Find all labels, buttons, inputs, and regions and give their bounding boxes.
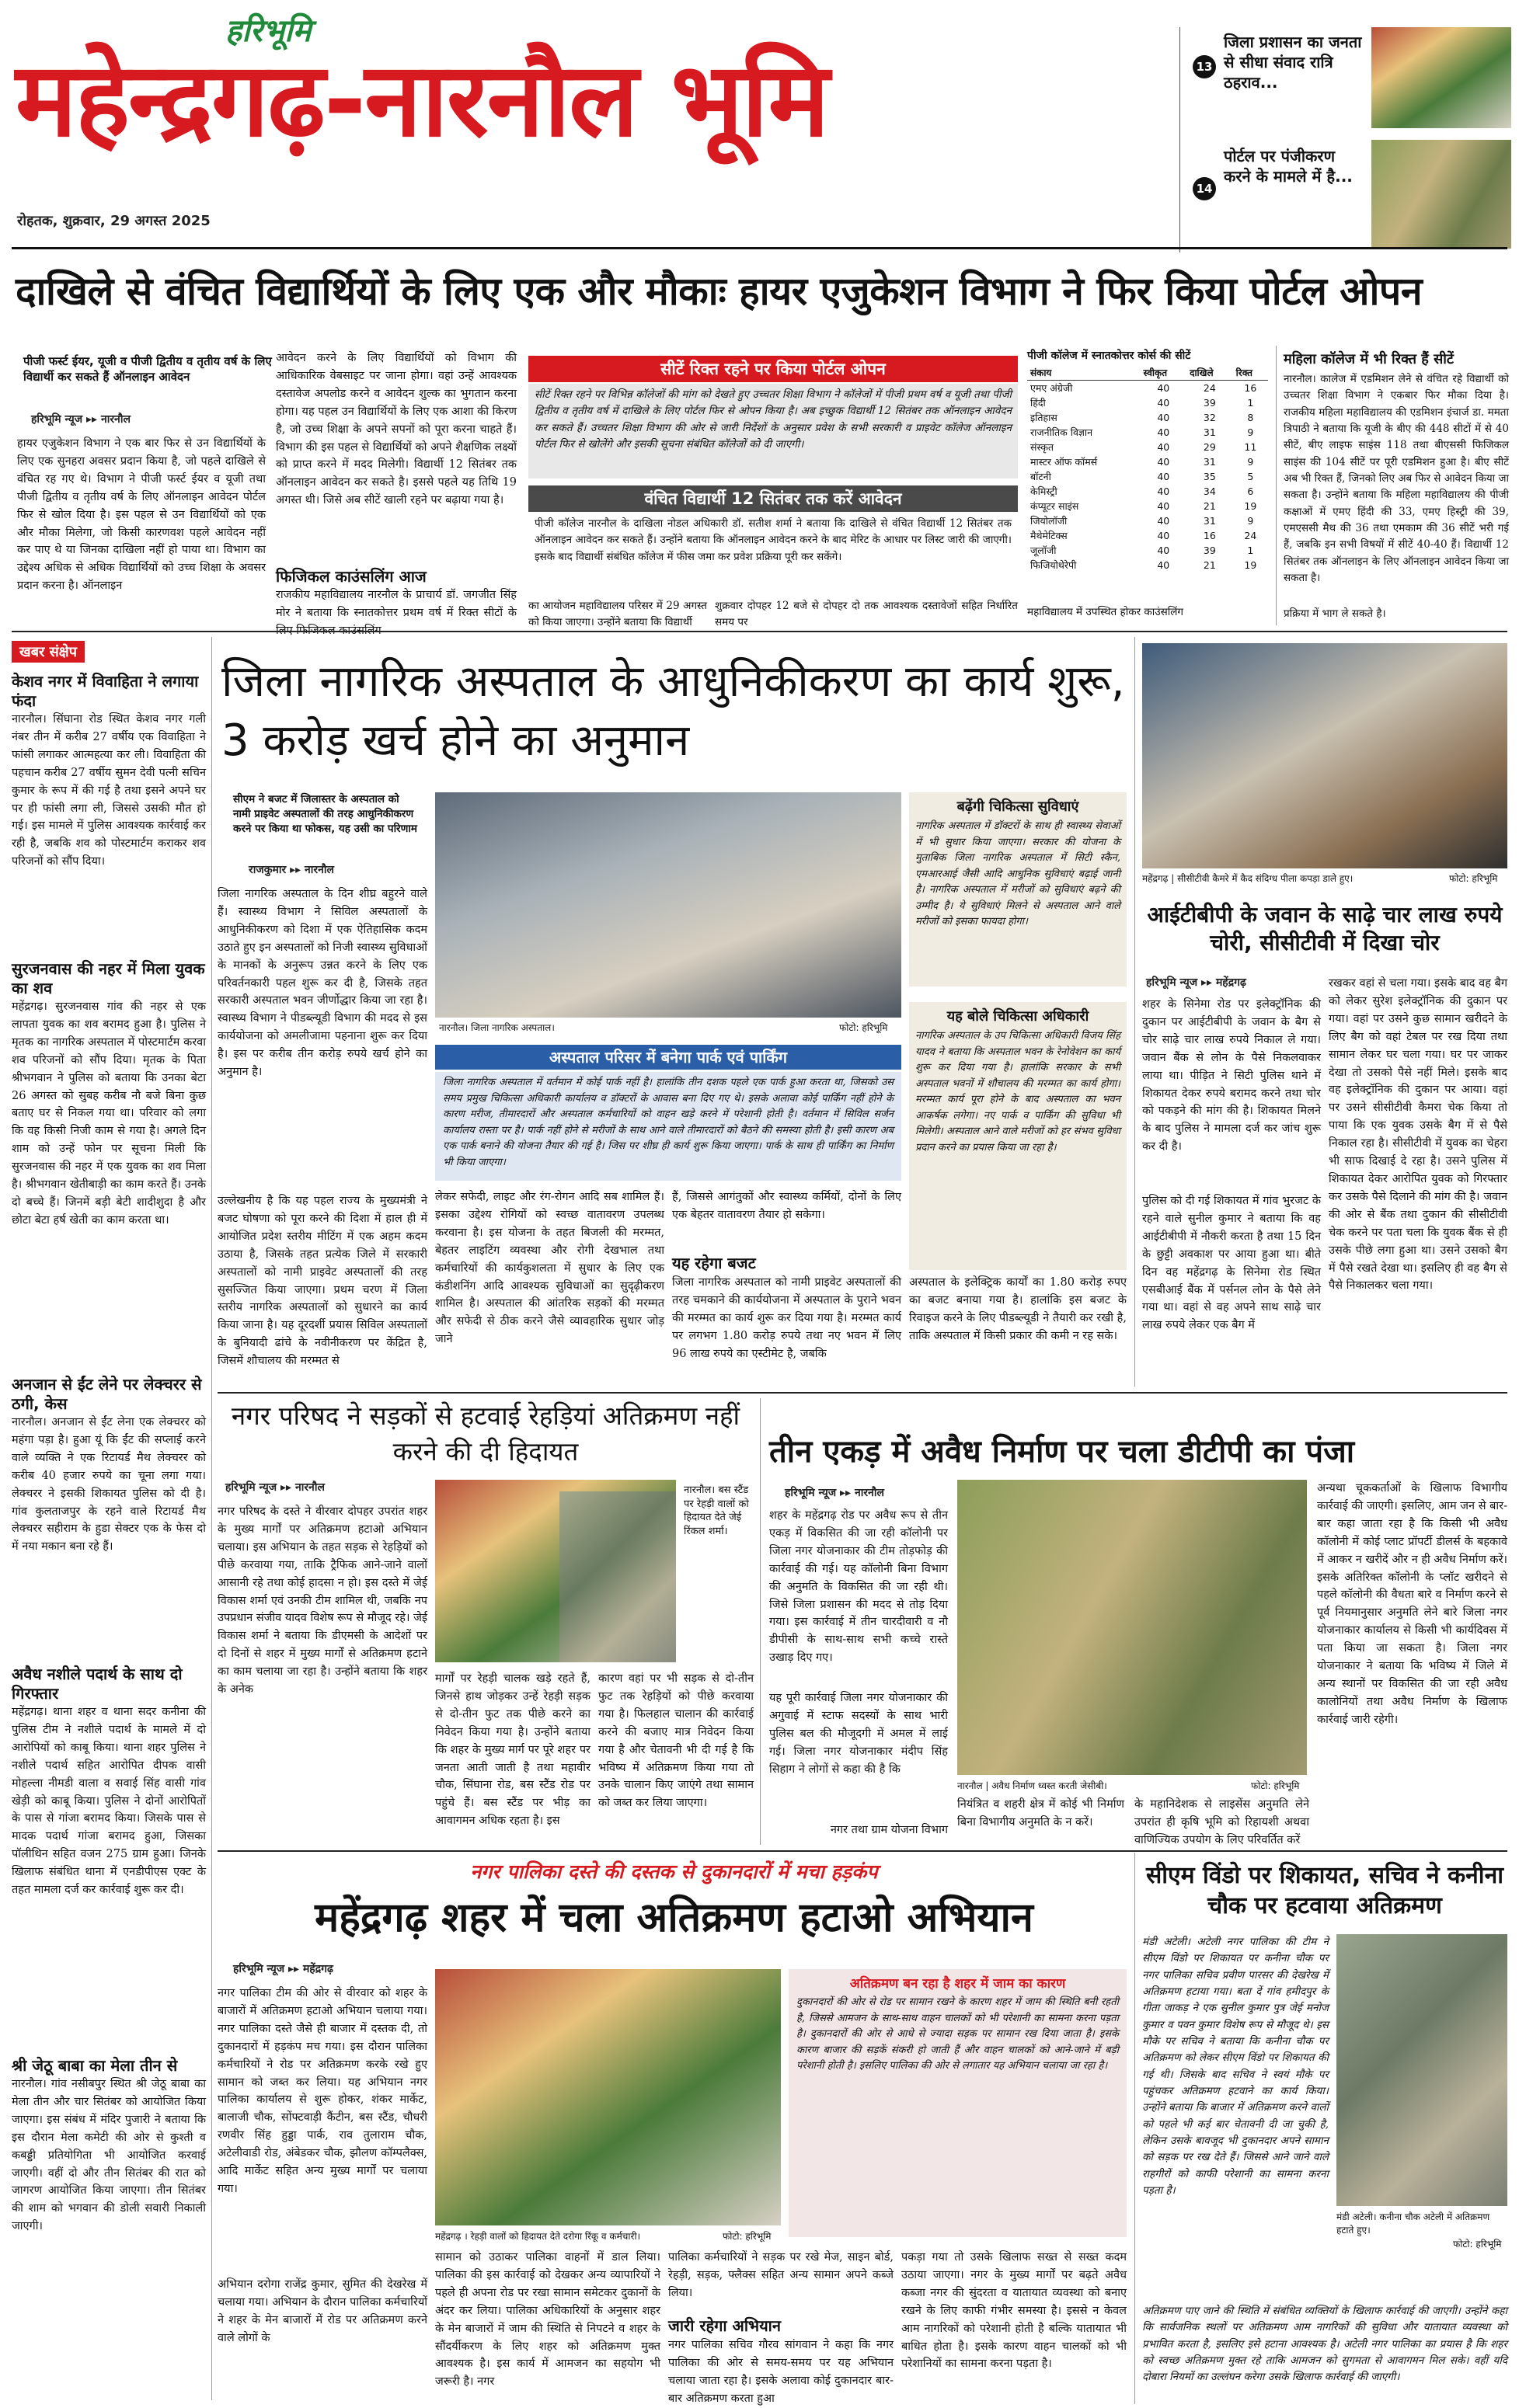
seats-faculty-cell: जूलॉजी — [1030, 544, 1057, 556]
campaign-text: नगर पालिका सचिव गौरव सांगवान ने कहा कि नगर पालिका की ओर से समय-समय पर यह अभियान चलाया जाता रहा है। इसके अलावा कोई दुकानदार बार-बार अतिक्रमण करता हुआ — [668, 2339, 894, 2405]
encroach-byline: हरिभूमि न्यूज ▸▸ महेंद्रगढ़ — [233, 1963, 333, 1975]
seats-table-row — [1027, 558, 1268, 572]
teaser-2[interactable] — [1193, 140, 1511, 256]
itbp-headline: आईटीबीपी के जवान के साढ़े चार लाख रुपये चोरी, सीसीटीवी में दिखा चोर — [1147, 902, 1503, 956]
kanina-text: मंडी अटेली। अटेली नगर पालिका की टीम ने सीएम विंडो पर शिकायत पर कनीना चौक पर नगर पालिका सचिव प्रवीण पारसर की देखरेख में अतिक्रमण हटाया गया। बता दें गांव हमीदपुर के गीता जाकड़ ने एक सुनील कुमार पुत्र जेई मनोज कुमार व पवन कुमार विशेष रूप से मौजूद थे। इस मौके पर सचिव ने बताया कि कनीना चौक पर अतिक्रमण को लेकर सीएम विंडो पर शिकायत की गई थी। जिसके बाद सचिव ने स्वयं मौके पर पहुंचकर अतिक्रमण हटवाने का कार्य किया। उन्होंने बताया कि बाजार में अतिक्रमण करने वालों को पहले भी कई बार चेतावनी दी जा चुकी है, लेकिन उसके बावजूद भी दुकानदार अपने सामान को सड़क पर रख देते हैं। जिससे आने जाने वाले राहगीरों को काफी परेशानी का सामना करना पड़ता है। — [1142, 1936, 1329, 2197]
seats-sanctioned-cell: 40 — [1157, 499, 1170, 512]
lead-divider — [1276, 346, 1277, 625]
brief-text: नारनौल। गांव नसीबपुर स्थित श्री जेठू बाबा का मेला तीन और चार सितंबर को आयोजित किया जाएगा। इस संबंध में मंदिर पुजारी ने बताया कि इस दौरान मेला कमेटी की ओर से कुश्ती व कबड्डी प्रतियोगिता भी आयोजित करवाई जाएगी। वहीं दो और तीन सितंबर की रात को जागरण आयोजित किया जाएगा। तीन सितंबर की शाम को भगवान की डोली सवारी निकाली जाएगी। — [12, 2078, 206, 2233]
brief-text: नारनौल। अनजान से ईंट लेना एक लेक्चरर को महंगा पड़ा है। हुआ यूं कि ईंट की सप्लाई करने वाले व्यक्ति ने एक रिटायर्ड मैथ लेक्चरर को करीब 40 हजार रुपये का चूना लगा गया। लेक्चरर ने इसकी शिकायत पुलिस को दी है। गांव कुलताजपुर के रहने वाले रिटायर्ड मैथ लेक्चरर सहीराम के हुडा सेक्टर एक के फेस दो में नया मकान बना रहे हैं। — [12, 1416, 206, 1554]
rehri-col1: नगर परिषद के दस्ते ने वीरवार दोपहर उपरांत शहर के मुख्य मार्गों पर अतिक्रमण हटाओ अभियान चलाया। इस अभियान के तहत सड़क से रेहड़ियों को पीछे करवाया गया, ताकि ट्रैफिक आने-जाने वालों आसानी रहे तथा कोई हादसा न हो। इस दस्ते में जेई विकास शर्मा एवं उनकी टीम शामिल थी, जबकि नप उपप्रधान संजीव यादव विशेष रूप से मौजूद रहे। जेई विकास शर्मा ने बताया कि डीएमसी के आदेशों पर दो दिनों से शहर में मुख्य मार्गों से अतिक्रमण हटाने का काम चलाया जा रहा है। उन्होंने बताया कि शहर के अनेक — [218, 1505, 427, 1696]
budget-text: जिला नागरिक अस्पताल को नामी प्राइवेट अस्पतालों की तरह चमकाने की कार्ययोजना में अस्पताल के पुराने भवन की मरम्मत का कार्य शुरू कर दिया गया है। मरम्मत कार्य पर लगभग 1.80 करोड़ रुपये तथा नए भवन में लिए 96 लाख रुपये का एस्टीमेट है, जबकि — [672, 1276, 901, 1360]
masthead-divider — [1179, 27, 1180, 252]
lead-bottom-c: महाविद्यालय में उपस्थित होकर काउंसलिंग — [1027, 606, 1184, 618]
dtp-right: अन्यथा चूककर्ताओं के खिलाफ विभागीय कार्रवाई की जाएगी। इसलिए, आम जन से बार-बार कहा जाता रहा है कि किसी भी अवैध कॉलोनी में कोई प्लाट प्रॉपर्टी डीलर्स के बहकावे में आकर न खरीदें और न ही अवैध निर्माण करें। इसके अतिरिक्त कॉलोनी के प्लॉट खरीदने से पहले कॉलोनी की वैधता बारे व निर्माण करने से पूर्व नियमानुसार अनुमति लेने बारे जिला नगर योजनाकार कार्यालय से किसी भी कार्यदिवस में पता किया जा सकता है। जिला नगर योजनाकार ने बताया कि भविष्य में जिले में अन्य स्थानों पर विकसित की जा रही अवैध कालोनियों तथा अवैध निर्माण के खिलाफ कार्रवाई जारी रहेगी। — [1317, 1482, 1507, 1726]
seats-portal-bar: सीटें रिक्त रहने पर किया पोर्टल ओपन — [528, 356, 1018, 382]
lead-col1: हायर एजुकेशन विभाग ने एक बार फिर से उन विद्यार्थियों के लिए एक सुनहरा अवसर प्रदान किया है, जो पहले दाखिले से वंचित रह गए थे। विभाग ने पीजी फर्स्ट ईयर व यूजी तथा पीजी द्वितीय व तृतीय वर्ष के लिए ऑनलाइन आवेदन पोर्टल फिर से खोल दिया है। इस पहल से उन विद्यार्थियों को एक और मौका मिलेगा, जो किसी कारणवश पहले आवेदन नहीं कर पाए थे या जिनका दाखिला नहीं हो पाया था। विभाग का उद्देश्य अधिक से अधिक विद्यार्थियों को उच्च शिक्षा के अवसर प्रदान करना है। ऑनलाइन — [17, 437, 266, 593]
seats-faculty-cell: जियोलॉजी — [1030, 514, 1068, 527]
jam-head: अतिक्रमण बन रहा है शहर में जाम का कारण — [849, 1976, 1066, 1992]
seats-table-row — [1027, 380, 1268, 395]
facilities-box — [909, 792, 1127, 987]
briefs-label: खबर संक्षेप — [12, 641, 85, 663]
seats-admitted-cell: 21 — [1203, 499, 1216, 512]
seats-admitted-cell: 32 — [1203, 411, 1216, 423]
dtp-photo — [957, 1480, 1307, 1775]
brief-text: महेंद्रगढ़। सुरजनवास गांव की नहर से एक लापता युवक का शव बरामद हुआ है। पुलिस ने मृतक का नागरिक अस्पताल में पोस्टमार्टम करवा शव परिजनों को सौंप दिया। मृतक के पिता श्रीभगवान ने पुलिस को बताया कि उनका बेटा 26 अगस्त को सुबह करीब नौ बजे बिना कुछ बताए घर से निकल गया था। परिवार को लगा कि वह किसी निजी काम से गया है। अगले दिन शाम को उन्हें फोन पर सूचना मिली कि सुरजनवास की नहर में एक युवक का शव मिला है। श्रीभगवान खेतीबाड़ी का काम करते हैं। उनके दो बच्चे हैं। जिनमें बड़ी बेटी शादीशुदा है और छोटा बेटा हर्ष खेती का काम करता था। — [12, 1000, 206, 1227]
teaser-text: पोर्टल पर पंजीकरण करने के मामले में है... — [1224, 147, 1353, 186]
itbp-col2: रखकर वहां से चला गया। इसके बाद वह बैग को लेकर सुरेश इलेक्ट्रॉनिक की दुकान पर गया। वहां पर उसने कुछ सामान खरीदने के लिए बैग को वहां टेबल पर रख दिया तथा सामान लेकर घर चला गया। घर पर जाकर देखा तो उसको पैसे नहीं मिले। इसके बाद वह इलेक्ट्रॉनिक की दुकान पर आया। वहां पर उसने सीसीटीवी कैमरा चेक किया तो पाया कि एक युवक उसके बैग में से पैसे निकाल रहा है। सीसीटीवी में युवक का चेहरा भी साफ दिखाई दे रहा है। उसने पुलिस में शिकायत देकर आरोपित युवक को गिरफ्तार कर उसके पैसे दिलाने की मांग की है। जवान की ओर से बैंक तथा दुकान की सीसीटीवी चेक करने पर पता चला कि युवक बैंक से ही उसके पीछे लगा हुआ था। उसने उसको बैग में पैसे रखते देखा था। इसलिए ही वह बैग से पैसे निकालकर चला गया। — [1329, 977, 1507, 1293]
officer-box — [909, 1002, 1127, 1270]
jam-text: दुकानदारों की ओर से रोड पर सामान रखने के कारण शहर में जाम की स्थिति बनी रहती है, जिससे आमजन के साथ-साथ वाहन चालकों को भी परेशानी का सामना करना पड़ता है। दुकानदारों की ओर से आधे से ज्यादा सड़क पर सामान रख दिया जाता है। इसके कारण बाजार की सड़कें संकरी हो जाती हैं और वाहन चालकों को आने-जाने में बड़ी परेशानी होती है। इसलिए पालिका की ओर से लगातार यह अभियान चलाया जा रहा है। — [796, 1996, 1119, 2072]
encroach-right: पकड़ा गया तो उसके खिलाफ सख्त से सख्त कदम उठाया जाएगा। नगर के मुख्य मार्गों पर बढ़ते अवैध कब्जा नगर की सुंदरता व यातायात व्यवस्था को बनाए रखने के लिए काफी गंभीर समस्या है। इससे न केवल आम नागरिकों को परेशानी होती है बल्कि यातायात भी बाधित होता है। इसके कारण वाहन चालकों को भी परेशानियों का सामना करना पड़ता है। — [901, 2251, 1127, 2371]
women-college-text: नारनौल। कालेज में एडमिशन लेने से वंचित रहे विद्यार्थी को उच्चतर शिक्षा विभाग ने एकबार फिर मौका दिया है। राजकीय महिला महाविद्यालय की एडमिशन इंचार्ज डा. ममता त्रिपाठी ने बताया कि यूजी के बीए की 448 सीटों में से 40 सीटें, बीए लाइफ साइंस 118 तथा बीएससी फिजिकल साइंस की 104 सीटें पर पूरी एडमिशन हुआ है। बीए सीटें अब भी रिक्त हैं, जिनको लिए अब फिर से आवेदन किया जा सकता है। उन्होंने बताया कि महिला महाविद्यालय की पीजी कक्षाओं में एमए हिंदी की 33, एमए हिस्ट्री की 39, एमएससी मैथ की 36 तथा एमकाम की 36 सीटें भरी गई हैं, जबकि इन सभी विषयों में सीटें 40-40 हैं। विद्यार्थी 12 सितंबर तक ऑनलाइन के लिए ऑनलाइन आवेदन किया जा सकता है। — [1284, 373, 1509, 584]
seats-vacant-cell: 11 — [1244, 440, 1257, 453]
seats-table-row — [1027, 513, 1268, 528]
seats-vacant-cell: 9 — [1247, 455, 1254, 468]
encroach-headline: महेंद्रगढ़ शहर में चला अतिक्रमण हटाओ अभियान — [315, 1895, 1033, 1941]
hospital-col1b: उल्लेखनीय है कि यह पहल राज्य के मुख्यमंत्री ने बजट घोषणा को पूरा करने की दिशा में हाल ही में आयोजित प्रदेश स्तरीय मीटिंग में एक अहम कदम उठाया है, जिसके तहत प्रत्येक जिले में सरकारी अस्पतालों को नामी प्राइवेट अस्पतालों की तरह सुसज्जित किया जाएगा। प्रथम चरण में जिला स्तरीय नागरिक अस्पतालों को सुधारने का कार्य किया जाना है। यह दूरदर्शी प्रयास सिविल अस्पतालों के बुनियादी ढांचे के नवीनीकरण पर केंद्रित है, जिसमें शौचालय की मरम्मत से — [218, 1195, 427, 1368]
facilities-head: बढ़ेंगी चिकित्सा सुविधाएं — [956, 799, 1079, 815]
brief-title: अनजान से ईंट लेने पर लेक्चरर से ठगी, केस — [12, 1375, 202, 1413]
itbp-photo — [1142, 643, 1507, 868]
summary-text: पीजी फर्स्ट ईयर, यूजी व पीजी द्वितीय व तृतीय वर्ष के लिए विद्यार्थी कर सकते हैं ऑनलाइन आवेदन — [23, 354, 272, 385]
seats-admitted-cell: 24 — [1203, 381, 1216, 394]
kanina-photo — [1336, 1934, 1507, 2206]
teaser-number-badge: 14 — [1193, 177, 1216, 200]
seats-faculty-cell: इतिहास — [1030, 411, 1057, 423]
seats-table-row — [1027, 528, 1268, 543]
counselling-subhead: फिजिकल काउंसलिंग आज — [276, 567, 427, 586]
seats-vacant-cell: 9 — [1247, 426, 1254, 438]
brief-title: सुरजनवास की नहर में मिला युवक का शव — [12, 959, 205, 997]
seats-table-row — [1027, 425, 1268, 440]
park-bar: अस्पताल परिसर में बनेगा पार्क एवं पार्किंग — [435, 1045, 901, 1070]
seats-table-row — [1027, 469, 1268, 484]
seats-vacant-cell: 24 — [1244, 529, 1257, 541]
seats-vacant-cell: 1 — [1247, 544, 1254, 556]
rehri-col2: मार्गों पर रेहड़ी चालक खड़े रहते हैं, जिनसे हाथ जोड़कर उन्हें रेहड़ी सड़क से दो-तीन फुट तक पीछे करने का निवेदन किया गया है। उन्होंने बताया कि शहर के मुख्य मार्ग पर पूरे शहर पर जनता आती जाती है तथा महावीर चौक, सिंघाना रोड, बस स्टैंड रोड पर पहुंचे हैं। बस स्टैंड पर भीड़ का आवागमन अधिक रहता है। इस — [435, 1672, 591, 1828]
seats-sanctioned-cell: 40 — [1157, 455, 1170, 468]
hospital-photo-caption: नारनौल। जिला नागरिक अस्पताल। — [439, 1022, 555, 1033]
section-rule-1 — [12, 631, 1507, 632]
briefs-divider — [211, 637, 212, 2400]
brief-item[interactable] — [12, 672, 206, 959]
briefs-column — [12, 641, 206, 2404]
encroach-photo — [435, 1969, 781, 2225]
seats-sanctioned-cell: 40 — [1157, 529, 1170, 541]
seats-admitted-cell: 34 — [1203, 485, 1216, 497]
masthead-title: महेन्द्रगढ़-नारनौल भूमि — [16, 40, 828, 160]
hospital-col2b: हैं, जिससे आगंतुकों और स्वास्थ्य कर्मियों, दोनों के लिए एक बेहतर वातावरण तैयार हो सकेगा। — [672, 1191, 901, 1221]
seats-sanctioned-cell: 40 — [1157, 559, 1170, 571]
seats-sanctioned-cell: 40 — [1157, 426, 1170, 438]
seats-admitted-cell: 21 — [1203, 559, 1216, 571]
brand-logo: हरिभूमि — [225, 13, 312, 49]
seats-table-row — [1027, 484, 1268, 499]
dtp-col1b: यह पूरी कार्रवाई जिला नगर योजनाकार की अगुवाई में स्टाफ सदस्यों के साथ भारी पुलिस बल की मौजूदगी में अमल में लाई गई। जिला नगर योजनाकार मंदीप सिंह सिहाग ने लोगों से कहा की है कि — [769, 1692, 948, 1776]
seats-faculty-cell: मास्टर ऑफ कॉमर्स — [1030, 455, 1098, 468]
seats-faculty-cell: बॉटनी — [1030, 470, 1051, 482]
dtp-below-a: नियंत्रित व शहरी क्षेत्र में कोई भी निर्माण बिना विभागीय अनुमति के न करें। — [957, 1798, 1124, 1829]
itbp-byline: हरिभूमि न्यूज ▸▸ महेंद्रगढ़ — [1146, 976, 1246, 989]
lead-col2: आवेदन करने के लिए विद्यार्थियों को विभाग की आधिकारिक वेबसाइट पर जाना होगा। वहां उन्हें आवश्यक दस्तावेज अपलोड करने व आवेदन शुल्क का भुगतान करना होगा। यह पहल उन विद्यार्थियों के लिए एक आशा की किरण है, जो उच्च शिक्षा के अपने सपनों को पूरा करना चाहते हैं। विभाग की इस पहल से विद्यार्थियों को अपने शैक्षणिक लक्ष्यों को प्राप्त करने में मदद मिलेगी। विद्यार्थी 12 सितंबर तक ऑनलाइन आवेदन कर सकते है। इससे पहले यह तिथि 19 अगस्त थी। जिसे अब सीटें खाली रहने पर बढ़ाया गया है। — [276, 352, 517, 507]
dtp-below-b: नगर तथा ग्राम योजना विभाग — [830, 1824, 948, 1836]
lead-bottom-b: शुक्रवार दोपहर 12 बजे से दोपहर दो तक आवश्यक दस्तावेजों सहित निर्धारित समय पर — [715, 600, 1018, 629]
seats-table-row — [1027, 395, 1268, 410]
seats-faculty-cell: संस्कृत — [1030, 440, 1054, 453]
rehri-divider — [760, 1398, 761, 1845]
seats-vacant-cell: 5 — [1247, 470, 1254, 482]
seats-faculty-cell: मैथेमेटिक्स — [1030, 529, 1068, 541]
seats-table-box — [1027, 350, 1268, 590]
seats-faculty-cell: राजनीतिक विज्ञान — [1030, 426, 1093, 438]
hospital-col1: जिला नागरिक अस्पताल के दिन शीघ्र बहुरने वाले हैं। स्वास्थ्य विभाग ने सिविल अस्पतालों के आधुनिकीकरण को दिशा में एक ऐतिहासिक कदम उठाते हुए इन अस्पतालों को निजी स्वास्थ्य सुविधाओं के मानकों के अनुरूप उन्नत करने के लिए एक परिवर्तनकारी पहल शुरू कर दी है, जिसके तहत सरकारी अस्पताल भवन जीर्णोद्धार किया जा रहा है। स्वास्थ्य विभाग ने पीडब्ल्यूडी विभाग की मदद से इस कार्ययोजना को अमलीजामा पहनाना शुरू कर दिया है। इस पर करीब तीन करोड़ रुपये खर्च होने का अनुमान है। — [218, 888, 427, 1079]
lead-bottom-a: का आयोजन महाविद्यालय परिसर में 29 अगस्त को किया जाएगा। उन्होंने बताया कि विद्यार्थी — [528, 600, 707, 629]
seats-faculty-cell: कंप्यूटर साइंस — [1030, 499, 1079, 512]
seats-admitted-cell: 29 — [1203, 440, 1216, 453]
seats-sanctioned-cell: 40 — [1157, 440, 1170, 453]
kanina-tail: अतिक्रमण पाए जाने की स्थिति में संबंधित व्यक्तियों के खिलाफ कार्रवाई की जाएगी। उन्होंने कहा कि सार्वजनिक स्थलों पर अतिक्रमण आम नागरिकों की सुविधा और यातायात व्यवस्था को प्रभावित करता है, इसलिए इसे हटाना आवश्यक है। अटेली नगर पालिका का प्रयास है कि शहर को स्वच्छ अतिक्रमण मुक्त रहे ताकि आमजन को सुगमता से आवागमन मिल सके। वहीं यदि दोबारा नियमों का उल्लंघन करेगा उसके खिलाफ कार्रवाई की जाएगी। — [1142, 2305, 1507, 2384]
seats-table-row — [1027, 499, 1268, 513]
seats-table — [1027, 365, 1268, 572]
seats-table-title: पीजी कॉलेज में स्नातकोत्तर कोर्स की सीटें — [1027, 350, 1191, 362]
seats-col-faculty: संकाय — [1027, 365, 1141, 381]
rehri-col3: कारण वहां पर भी सड़क से दो-तीन फुट तक रेहड़ियों को पीछे करवाया गया है। फिलहाल चालान की कार्रवाई करने की बजाए मात्र निवेदन किया गया है और चेतावनी भी दी गई है कि भविष्य में अतिक्रमण किया गया तो उनके चालान किए जाएंगे तथा सामान को जब्त कर लिया जाएगा। — [598, 1672, 754, 1810]
teaser-photo — [1371, 140, 1511, 249]
encroach-divider — [1134, 1853, 1135, 2404]
seats-sanctioned-cell: 40 — [1157, 485, 1170, 497]
seats-vacant-cell: 9 — [1247, 514, 1254, 527]
section-rule-3 — [218, 1850, 1507, 1852]
encroach-strap: नगर पालिका दस्ते की दस्तक से दुकानदारों में मचा हड़कंप — [470, 1860, 878, 1883]
jam-box — [789, 1969, 1127, 2237]
seats-col-vacant: रिक्त — [1233, 365, 1268, 381]
brief-text: महेंद्रगढ़। थाना शहर व थाना सदर कनीना की पुलिस टीम ने नशीले पदार्थ के मामले में दो आरोपियों को काबू किया। थाना शहर पुलिस ने नशीले पदार्थ सहित आरोपित दीपक वासी मोहल्ला नीमडी वाला व सवाई सिंह वासी गांव खेड़ी को काबू किया। पुलिस ने दोनों आरोपितों के पास से गांजा बरामद किया। जिसके पास से मादक पदार्थ गांजा बरामद हुआ, जिसका पॉलीथिन सहित वजन 275 ग्राम हुआ। जिनके खिलाफ संबंधित थाना में एनडीपीएस एक्ट के तहत मामला दर्ज कर कार्रवाई शुरू कर दी। — [12, 1706, 206, 1897]
hospital-col4: अस्पताल के इलेक्ट्रिक कार्यों का 1.80 करोड़ रुपए का बजट बनाया गया है। हालांकि इस बजट के रिवाइज करने के लिए पीडब्ल्यूडी ने तैयारी कर रखी है, ताकि अस्पताल में किसी प्रकार की कमी न रह सके। — [909, 1276, 1127, 1342]
seats-vacant-cell: 16 — [1244, 381, 1257, 394]
seats-portal-text: सीटें रिक्त रहने पर विभिन्न कॉलेजों की मांग को देखते हुए उच्चतर शिक्षा विभाग ने कॉलेजों में पीजी प्रथम वर्ष व यूजी तथा पीजी द्वितीय व तृतीय वर्ष में दाखिले के लिए पोर्टल फिर से ओपन किया है। अब इच्छुक विद्यार्थी 12 सितंबर तक ऑनलाइन आवेदन कर सकते हैं। उच्चतर शिक्षा विभाग की ओर से जारी निर्देशों के अनुसार प्रवेश के सभी सरकारी व प्राइवेट कॉलेज ऑनलाइन पोर्टल फिर से खोलेंगे और इसकी सूचना संबंधित कॉलेजों को दी जाएगी। — [528, 384, 1018, 478]
seats-sanctioned-cell: 40 — [1157, 544, 1170, 556]
kanina-photo-caption: मंडी अटेली। कनीना चौक अटेली में अतिक्रमण हटाते हुए। — [1336, 2211, 1490, 2236]
brief-title: केशव नगर में विवाहिता ने लगाया फंदा — [12, 672, 199, 710]
encroach-photo-caption: महेंद्रगढ़ । रेहड़ी वालों को हिदायत देते दरोगा रिंकू व कर्मचारी। — [435, 2231, 641, 2242]
dtp-col1: शहर के महेंद्रगढ़ रोड पर अवैध रूप से तीन एकड़ में विकसित की जा रही कॉलोनी पर जिला नगर योजनाकार की टीम तोड़फोड़ की कार्रवाई की गई। यह कॉलोनी बिना विभाग की अनुमति के विकसित की जा रही थी। जिसे जिला प्रशासन की मदद से तोड़ दिया गया। इस कार्रवाई में तीन चारदीवारी व नौ डीपीसी के साथ-साथ सभी कच्चे रास्ते उखाड़ दिए गए। — [769, 1509, 948, 1665]
seats-table-row — [1027, 440, 1268, 454]
itbp-photo-credit: फोटो: हरिभूमि — [1449, 873, 1498, 884]
lead-bottom-d: प्रक्रिया में भाग ले सकते है। — [1284, 607, 1386, 620]
seats-faculty-cell: एमए अंग्रेजी — [1030, 381, 1073, 394]
teaser-number-badge: 13 — [1193, 55, 1216, 78]
teaser-text: जिला प्रशासन का जनता से सीधा संवाद रात्रि ठहराव... — [1224, 33, 1362, 92]
encroach-col1: नगर पालिका टीम की ओर से वीरवार को शहर के बाजारों में अतिक्रमण हटाओ अभियान चलाया गया। नगर पालिका दस्ते जैसे ही बाजार में दस्तक दी, तो दुकानदारों में हड़कंप मच गया। इस दौरान पालिका कर्मचारियों ने रोड पर अतिक्रमण करके रखे हुए सामान को जब्त कर लिया। यह अभियान नगर पालिका कार्यालय से शुरू होकर, शंकर मार्केट, बालाजी चौक, सोंफ्टवाड़ी कैंटीन, बस स्टैंड, चौधरी रणवीर सिंह हुड्डा पार्क, राव तुलाराम चौक, अटेलीवाडी रोड, अंबेडकर चौक, झौलण कॉम्पलैक्स, आदि मार्केट सहित अन्य मुख्य मार्गों पर चलाया गया। — [218, 1987, 427, 2195]
seats-admitted-cell: 39 — [1203, 396, 1216, 409]
encroach-col2: सामान को उठाकर पालिका वाहनों में डाल लिया। पालिका की इस कार्रवाई को देखकर अन्य व्यापारियों ने पहले ही अपना रोड पर रखा सामान समेटकर दुकानों के अंदर कर लिया। पालिका अधिकारियों के अनुसार शहर के मेन बाजारों में जाम की स्थिति से निपटने व शहर के सौंदर्यीकरण के लिए शहर को अतिक्रमण मुक्त आवश्यक है। इस कार्य में आमजन का सहयोग भी जरूरी है। नगर — [435, 2251, 660, 2389]
seats-admitted-cell: 31 — [1203, 455, 1216, 468]
rehri-headline: नगर परिषद ने सड़कों से हटवाई रेहड़ियां अतिक्रमण नहीं करने की दी हिदायत — [231, 1401, 740, 1467]
lead-col2b: राजकीय महाविद्यालय नारनौल के प्राचार्य डॉ. जगजीत सिंह मोर ने बताया कि स्नातकोत्तर प्रथम वर्ष में रिक्त सीटों के — [276, 589, 517, 619]
seats-faculty-cell: हिंदी — [1030, 396, 1046, 409]
seats-admitted-cell: 31 — [1203, 514, 1216, 527]
lead-byline: हरिभूमि न्यूज ▸▸ नारनौल — [31, 413, 131, 426]
itbp-col1b: पुलिस को दी गई शिकायत में गांव भुरजट के रहने वाले सुनील कुमार ने बताया कि वह आईटीबीपी में नौकरी करता है तथा 15 दिन के छुट्टी अवकाश पर आया हुआ था। बीते दिन वह महेंद्रगढ़ के सिनेमा रोड स्थित एसबीआई बैंक में पर्सनल लोन के पैसे लेने गया था। वहां से वह अपने साथ साढ़े चार लाख रुपये लेकर एक बैग में — [1142, 1195, 1321, 1332]
hospital-summary: सीएम ने बजट में जिलास्तर के अस्पताल को नामी प्राइवेट अस्पतालों की तरह आधुनिकीकरण करने पर किया था फोकस, यह उसी का परिणाम — [233, 793, 417, 835]
seats-table-row — [1027, 543, 1268, 558]
hospital-headline: जिला नागरिक अस्पताल के आधुनिकीकरण का कार्य शुरू, 3 करोड़ खर्च होने का अनुमान — [221, 656, 1125, 766]
facilities-text: नागरिक अस्पताल में डॉक्टरों के साथ ही स्वास्थ्य सेवाओं में भी सुधार किया जाएगा। सरकार की योजना के मुताबिक जिला नागरिक अस्पताल में सिटी स्कैन, एमआरआई जैसी आदि आधुनिक सुविधाएं बढ़ाई जानी है। नागरिक अस्पताल में मरीजों को सुविधाएं बढ़ने की उम्मीद है। ये सुविधाएं मिलने से अस्पताल आने वाले मरीजों को इसका फायदा होगा। — [915, 820, 1120, 928]
officer-text: नागरिक अस्पताल के उप चिकित्सा अधिकारी विजय सिंह यादव ने बताया कि अस्पताल भवन के रेनोवेशन का कार्य शुरू कर दिया गया है। हालांकि सरकार के सभी अस्पताल भवनों में शौचालय की मरम्मत का कार्य होगा। मरम्मत कार्य पूरा होने के बाद अस्पताल का भवन आकर्षक लगेगा। नए पार्क व पार्किंग की सुविधा भी मिलेगी। अस्पताल आने वाले मरीजों को हर संभव सुविधा प्रदान करने का प्रयास किया जा रहा है। — [915, 1030, 1120, 1154]
encroach-photo-credit: फोटो: हरिभूमि — [723, 2231, 772, 2242]
brief-text: नारनौल। सिंघाना रोड स्थित केशव नगर गली नंबर तीन में करीब 27 वर्षीय एक विवाहिता ने फांसी लगाकर आत्महत्या कर ली। विवाहिता की पहचान करीब 27 वर्षीय सुमन देवी पत्नी सचिन कुमार के रूप में की गई है तथा इसने अपने घर पर ही फांसी लगा ली, जिससे उसकी मौत हो गई। इस मामले में पुलिस आवश्यक कार्रवाई कर रही है, जबकि शव को पोस्टमार्टम कराकर शव परिजनों को सौंप दिया। — [12, 713, 206, 868]
campaign-head: जारी रहेगा अभियान — [668, 2316, 781, 2335]
seats-col-admitted: दाखिले — [1186, 365, 1233, 381]
seats-faculty-cell: केमिस्ट्री — [1030, 485, 1057, 497]
hospital-col2a: लेकर सफेदी, लाइट और रंग-रोगन आदि सब शामिल हैं। इसका उद्देश्य रोगियों को स्वच्छ वातावरण उपलब्ध करवाना है। इस योजना के तहत बिजली की मरम्मत, बेहतर लाइटिंग व्यवस्था और रोगी देखभाल तथा कर्मचारियों की कार्यकुशलता में सुधार के लिए एक कंडीशनिंग आदि आवश्यक सुविधाओं का सुदृढ़ीकरण शामिल है। अस्पताल की आंतरिक सड़कों की मरम्मत और सफेदी से ठीक करने जैसे व्यावहारिक सुधार जोड़ जाने — [435, 1191, 664, 1346]
seats-sanctioned-cell: 40 — [1157, 381, 1170, 394]
brief-title: श्री जेठू बाबा का मेला तीन से — [12, 2056, 178, 2075]
hospital-photo-credit: फोटो: हरिभूमि — [839, 1022, 888, 1033]
lead-summary — [23, 353, 272, 385]
women-college-head: महिला कॉलेज में भी रिक्त हैं सीटें — [1284, 351, 1454, 367]
seats-faculty-cell: फिजियोथेरेपी — [1030, 559, 1077, 571]
seats-sanctioned-cell: 40 — [1157, 396, 1170, 409]
brief-item[interactable] — [12, 959, 206, 1367]
rehri-byline: हरिभूमि न्यूज ▸▸ नारनौल — [225, 1481, 325, 1494]
seats-sanctioned-cell: 40 — [1157, 514, 1170, 527]
rehri-photo-caption: नारनौल। बस स्टैंड पर रेहड़ी वालों को हिदायत देते जेई रिंकल शर्मा। — [684, 1484, 749, 1537]
seats-col-sanctioned: स्वीकृत — [1141, 365, 1187, 381]
encroach-col1b: अभियान दरोगा राजेंद्र कुमार, सुमित की देखरेख में चलाया गया। अभियान के दौरान पालिका कर्मचारियों ने शहर के मेन बाजारों में रोड पर अतिक्रमण करने वाले लोगों के — [218, 2278, 427, 2344]
seats-vacant-cell: 6 — [1247, 485, 1254, 497]
seats-vacant-cell: 19 — [1244, 499, 1257, 512]
seats-table-row — [1027, 454, 1268, 469]
seats-admitted-cell: 39 — [1203, 544, 1216, 556]
park-text: जिला नागरिक अस्पताल में वर्तमान में कोई पार्क नहीं है। हालांकि तीन दशक पहले एक पार्क हुआ करता था, जिसको उस समय प्रमुख चिकित्सा अधिकारी कार्यालय व डॉक्टरों के आवास बना दिए गए थे। इसके अलावा कोई पार्किंग नहीं होने के कारण मरीज, तीमारदारों और अस्पताल कर्मचारियों को वाहन खड़े करने में परेशानी होती है। वर्तमान में सिविल सर्जन कार्यालय रास्ता पर है। पार्क नहीं होने से मरीजों के साथ आने वाले तीमारदारों को बैठने की समस्या होती है। इसी कारण अब एक पार्क बनाने की योजना तैयार की गई है। जिस पर शीघ्र ही कार्य शुरू किया जाएगा। पार्क के साथ ही पार्किंग का निर्माण भी किया जाएगा। — [435, 1072, 901, 1181]
dateline: रोहतक, शुक्रवार, 29 अगस्त 2025 — [17, 213, 211, 229]
seats-sanctioned-cell: 40 — [1157, 470, 1170, 482]
hospital-byline: राजकुमार ▸▸ नारनौल — [249, 864, 335, 876]
seats-admitted-cell: 16 — [1203, 529, 1216, 541]
hospital-photo — [435, 792, 901, 1018]
brief-title: अवैध नशीले पदार्थ के साथ दो गिरफ्तार — [12, 1665, 183, 1703]
section-rule-2 — [218, 1392, 1507, 1394]
dtp-photo-caption: नारनौल | अवैध निर्माण ध्वस्त करती जेसीबी। — [957, 1780, 1107, 1791]
masthead-rule — [12, 247, 1507, 249]
seats-table-body — [1027, 380, 1268, 572]
kanina-photo-credit: फोटो: हरिभूमि — [1453, 2239, 1502, 2250]
brief-item[interactable] — [12, 1375, 206, 1655]
seats-vacant-cell: 19 — [1244, 559, 1257, 571]
teaser-photo — [1371, 27, 1511, 128]
dtp-headline: तीन एकड़ में अवैध निर्माण पर चला डीटीपी का पंजा — [769, 1434, 1355, 1470]
seats-vacant-cell: 8 — [1247, 411, 1254, 423]
itbp-photo-caption: महेंद्रगढ़ | सीसीटीवी कैमरे में कैद संदिग्ध पीला कपड़ा डाले हुए। — [1142, 873, 1354, 884]
encroach-col3: पालिका कर्मचारियों ने सड़क पर रखे मेज, साइन बोर्ड, रेहड़ी, सड़क, फ्लैक्स सहित अन्य सामान अपने कब्जे लिया। — [668, 2251, 894, 2299]
deprived-students-text: पीजी कॉलेज नारनौल के दाखिला नोडल अधिकारी डॉ. सतीश शर्मा ने बताया कि दाखिले से वंचित विद्यार्थी 12 सितंबर तक ऑनलाइन आवेदन कर सकते हैं। उन्होंने बताया कि ऑनलाइन आवेदन करने के बाद मेरिट के आधार पर लिस्ट जारी की जाएगी। इसके बाद विद्यार्थी संबंधित कॉलेज में फीस जमा कर प्रवेश प्रक्रिया पूरी कर सकेंगे। — [535, 517, 1012, 563]
seats-admitted-cell: 31 — [1203, 426, 1216, 438]
rehri-photo-2 — [559, 1491, 676, 1662]
deprived-students-bar: वंचित विद्यार्थी 12 सितंबर तक करें आवेदन — [528, 485, 1018, 512]
seats-sanctioned-cell: 40 — [1157, 411, 1170, 423]
seats-admitted-cell: 35 — [1203, 470, 1216, 482]
lead-headline: दाखिले से वंचित विद्यार्थियों के लिए एक और मौकाः हायर एजुकेशन विभाग ने फिर किया पोर्टल ओपन — [16, 269, 1423, 314]
officer-head: यह बोले चिकित्सा अधिकारी — [946, 1008, 1089, 1025]
teaser-1[interactable] — [1193, 27, 1511, 136]
dtp-below-c: के महानिदेशक से लाइसेंस अनुमति लेने उपरांत ही कृषि भूमि को रिहायशी अथवा वाणिज्यिक उपयोग के लिए परिवर्तित करें — [1134, 1798, 1309, 1846]
brief-item[interactable] — [12, 2056, 206, 2378]
seats-vacant-cell: 1 — [1247, 396, 1254, 409]
dtp-byline: हरिभूमि न्यूज ▸▸ नारनौल — [785, 1487, 884, 1499]
budget-head: यह रहेगा बजट — [672, 1254, 756, 1272]
seats-table-row — [1027, 410, 1268, 425]
brief-item[interactable] — [12, 1665, 206, 2045]
masthead — [0, 0, 1519, 260]
kanina-headline: सीएम विंडो पर शिकायत, सचिव ने कनीना चौक पर हटवाया अतिक्रमण — [1145, 1862, 1503, 1919]
dtp-photo-credit: फोटो: हरिभूमि — [1251, 1780, 1300, 1791]
itbp-col1: शहर के सिनेमा रोड पर इलेक्ट्रॉनिक की दुकान पर आईटीबीपी के जवान के बैग से चोर साढ़े चार लाख रुपये निकाल ले गया। जवान बैंक से लोन के पैसे निकलवाकर लाया था। पीड़ित ने सिटी पुलिस थाने में शिकायत देकर रुपये बरामद करने तथा चोर को पकड़ने की मांग की है। शिकायत मिलने के बाद पुलिस ने मामला दर्ज कर जांच शुरू कर दी है। — [1142, 998, 1321, 1154]
hospital-divider — [1134, 637, 1135, 1387]
